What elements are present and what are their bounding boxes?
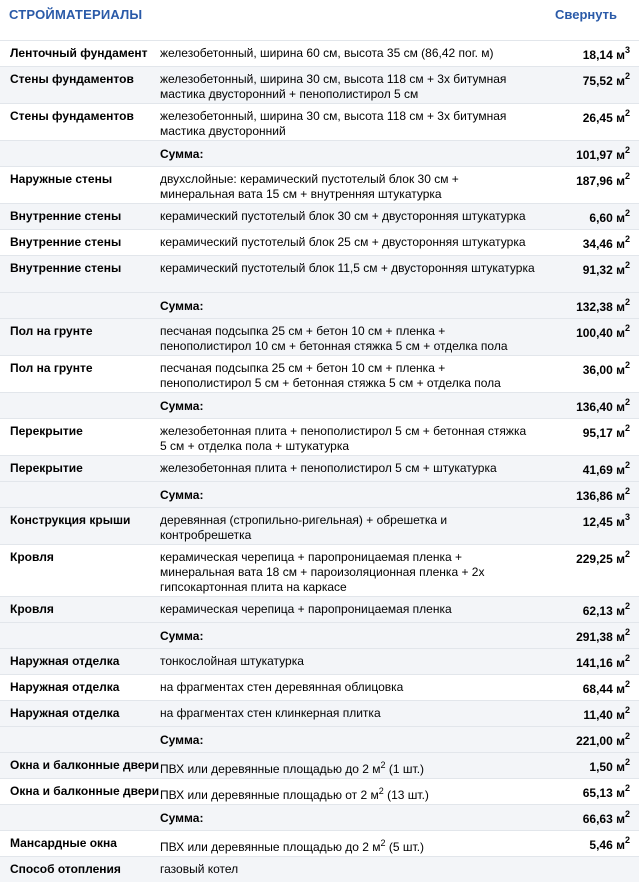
table-row [0,66,639,103]
sum-label: Сумма: [160,488,204,502]
row-name: Пол на грунте [10,324,93,338]
table-row [0,203,639,229]
unit-superscript: 2 [624,783,630,793]
value-number: 1,50 м [589,760,625,774]
row-description: на фрагментах стен деревянная облицовка [160,680,404,694]
row-value [576,653,630,670]
table-row [0,544,639,596]
row-description: керамическая черепица + паропроницаемая пленка [160,602,452,616]
unit-superscript: 2 [624,549,630,559]
sum-label: Сумма: [160,147,204,161]
row-value [576,549,630,566]
row-name: Стены фундаментов [10,109,134,123]
unit-superscript: 2 [624,460,630,470]
unit-superscript: 2 [624,757,630,767]
value-number: 101,97 м [576,148,625,162]
table-row [0,166,639,203]
materials-table [0,40,639,882]
unit-superscript: 2 [624,71,630,81]
sum-label: Сумма: [160,399,204,413]
desc-count: (1 шт.) [385,762,425,776]
desc-text: ПВХ или деревянные площадью до 2 м [160,762,381,776]
table-row [0,648,639,674]
row-description: песчаная подсыпка 25 см + бетон 10 см + пленка + пенополистирол 5 см + бетонная стяжка 5 см + отделка пола [160,361,501,390]
row-value [582,783,630,800]
section-header [0,0,639,30]
value-number: 68,44 м [582,682,625,696]
row-description: железобетонная плита + пенополистирол 5 см + штукатурка [160,461,497,475]
value-number: 75,52 м [582,74,625,88]
value-number: 41,69 м [582,463,625,477]
value-number: 95,17 м [582,426,625,440]
row-description: двухслойные: керамический пустотелый блок 30 см + минеральная вата 15 см + внутренняя штукатурка [160,172,459,201]
table-row [0,507,639,544]
value-number: 187,96 м [576,174,625,188]
row-value [582,679,630,696]
value-number: 229,25 м [576,552,625,566]
table-row [0,778,639,804]
sum-row [0,392,639,418]
value-number: 6,60 м [589,211,625,225]
row-name: Перекрытие [10,461,83,475]
row-value [582,360,630,377]
row-value [576,145,630,162]
row-description: тонкослойная штукатурка [160,654,304,668]
unit-superscript: 2 [624,234,630,244]
row-name: Перекрытие [10,424,83,438]
unit-superscript: 2 [624,145,630,155]
row-value [582,460,630,477]
row-description: керамический пустотелый блок 30 см + двусторонняя штукатурка [160,209,526,223]
unit-superscript: 2 [624,208,630,218]
row-name: Конструкция крыши [10,513,131,527]
unit-superscript: 2 [624,653,630,663]
unit-superscript: 2 [624,627,630,637]
row-name: Стены фундаментов [10,72,134,86]
row-name: Наружная отделка [10,680,120,694]
sum-label: Сумма: [160,811,204,825]
sum-row [0,292,639,318]
row-description: керамическая черепица + паропроницаемая пленка + минеральная вата 18 см + пароизоляционная пленка + 2х гипсокартонная плита на каркасе [160,550,485,594]
row-value [576,731,630,748]
row-description [160,836,535,855]
table-row [0,418,639,455]
desc-text: ПВХ или деревянные площадью до 2 м [160,840,381,854]
value-number: 18,14 м [582,48,625,62]
row-value [582,108,630,125]
desc-text: ПВХ или деревянные площадью от 2 м [160,788,379,802]
row-value [576,297,630,314]
sum-row [0,140,639,166]
row-name: Окна и балконные двери [10,784,160,798]
unit-superscript: 2 [624,835,630,845]
table-row [0,40,639,66]
row-name: Кровля [10,550,54,564]
value-number: 36,00 м [582,363,625,377]
unit-superscript: 2 [624,260,630,270]
row-name: Пол на грунте [10,361,93,375]
row-value [576,627,630,644]
value-number: 65,13 м [582,786,625,800]
row-value [589,757,630,774]
row-name: Наружная отделка [10,654,120,668]
row-name: Способ отопления [10,862,121,876]
row-description: газовый котел [160,862,239,876]
row-value [576,323,630,340]
row-value [582,71,630,88]
desc-unit-superscript: 2 [378,786,384,796]
desc-count: (5 шт.) [385,840,425,854]
table-row [0,752,639,778]
row-value [582,423,630,440]
row-value [582,234,630,251]
row-name: Наружная отделка [10,706,120,720]
unit-superscript: 2 [624,601,630,611]
row-description: железобетонный, ширина 30 см, высота 118 см + 3х битумная мастика двусторонний [160,109,507,138]
section-title: СТРОЙМАТЕРИАЛЫ [9,7,143,22]
value-number: 62,13 м [582,604,625,618]
value-number: 100,40 м [576,326,625,340]
value-number: 291,38 м [576,630,625,644]
sum-row [0,726,639,752]
row-value [583,705,630,722]
row-name: Внутренние стены [10,235,122,249]
value-number: 11,40 м [583,708,625,722]
row-description: деревянная (стропильно-ригельная) + обрешетка и контробрешетка [160,513,448,542]
row-value [576,171,630,188]
row-name: Кровля [10,602,54,616]
row-description [160,758,535,777]
row-name: Внутренние стены [10,209,122,223]
row-name: Наружные стены [10,172,113,186]
table-row [0,596,639,622]
unit-superscript: 2 [624,171,630,181]
sum-row [0,804,639,830]
sum-label: Сумма: [160,733,204,747]
value-number: 221,00 м [576,734,625,748]
row-name: Окна и балконные двери [10,758,160,772]
value-number: 66,63 м [582,812,625,826]
sum-row [0,481,639,507]
table-row [0,856,639,882]
value-number: 136,86 м [576,489,625,503]
unit-superscript: 3 [624,45,630,55]
table-row [0,255,639,292]
table-row [0,355,639,392]
value-number: 132,38 м [576,300,625,314]
row-description: керамический пустотелый блок 11,5 см + двусторонняя штукатурка [160,261,535,275]
table-row [0,455,639,481]
unit-superscript: 2 [624,679,630,689]
row-name: Мансардные окна [10,836,117,850]
table-row [0,700,639,726]
value-number: 136,40 м [576,400,625,414]
row-description [160,784,535,803]
sum-row [0,622,639,648]
table-row [0,674,639,700]
unit-superscript: 2 [624,423,630,433]
desc-unit-superscript: 2 [380,838,386,848]
row-value [582,45,630,62]
value-number: 26,45 м [582,111,625,125]
row-value [582,512,630,529]
table-row [0,229,639,255]
row-value [589,835,630,852]
row-description: железобетонная плита + пенополистирол 5 см + бетонная стяжка 5 см + отделка пола + штукатурка [160,424,527,453]
row-description: железобетонный, ширина 30 см, высота 118 см + 3х битумная мастика двусторонний + пенополистирол 5 см [160,72,507,101]
row-description: железобетонный, ширина 60 см, высота 35 см (86,42 пог. м) [160,46,494,60]
unit-superscript: 3 [624,512,630,522]
row-value [576,486,630,503]
row-value [582,809,630,826]
unit-superscript: 2 [624,809,630,819]
row-name: Ленточный фундамент [10,46,148,60]
value-number: 34,46 м [582,237,625,251]
desc-unit-superscript: 2 [380,760,386,770]
value-number: 141,16 м [576,656,625,670]
row-description: на фрагментах стен клинкерная плитка [160,706,381,720]
sum-label: Сумма: [160,629,204,643]
row-value [582,260,630,277]
collapse-link[interactable]: Свернуть [555,7,617,22]
row-name: Внутренние стены [10,261,122,275]
unit-superscript: 2 [624,705,630,715]
unit-superscript: 2 [624,397,630,407]
unit-superscript: 2 [624,360,630,370]
row-value [589,208,630,225]
row-value [576,397,630,414]
sum-label: Сумма: [160,299,204,313]
unit-superscript: 2 [624,731,630,741]
value-number: 5,46 м [589,838,625,852]
value-number: 12,45 м [582,515,625,529]
unit-superscript: 2 [624,108,630,118]
table-row [0,830,639,856]
unit-superscript: 2 [624,486,630,496]
unit-superscript: 2 [624,297,630,307]
row-description: керамический пустотелый блок 25 см + двусторонняя штукатурка [160,235,526,249]
desc-count: (13 шт.) [383,788,429,802]
table-row [0,318,639,355]
row-value [582,601,630,618]
unit-superscript: 2 [624,323,630,333]
row-description: песчаная подсыпка 25 см + бетон 10 см + пленка + пенополистирол 10 см + бетонная стяжка 5 см + отделка пола [160,324,508,353]
value-number: 91,32 м [582,263,625,277]
table-row [0,103,639,140]
